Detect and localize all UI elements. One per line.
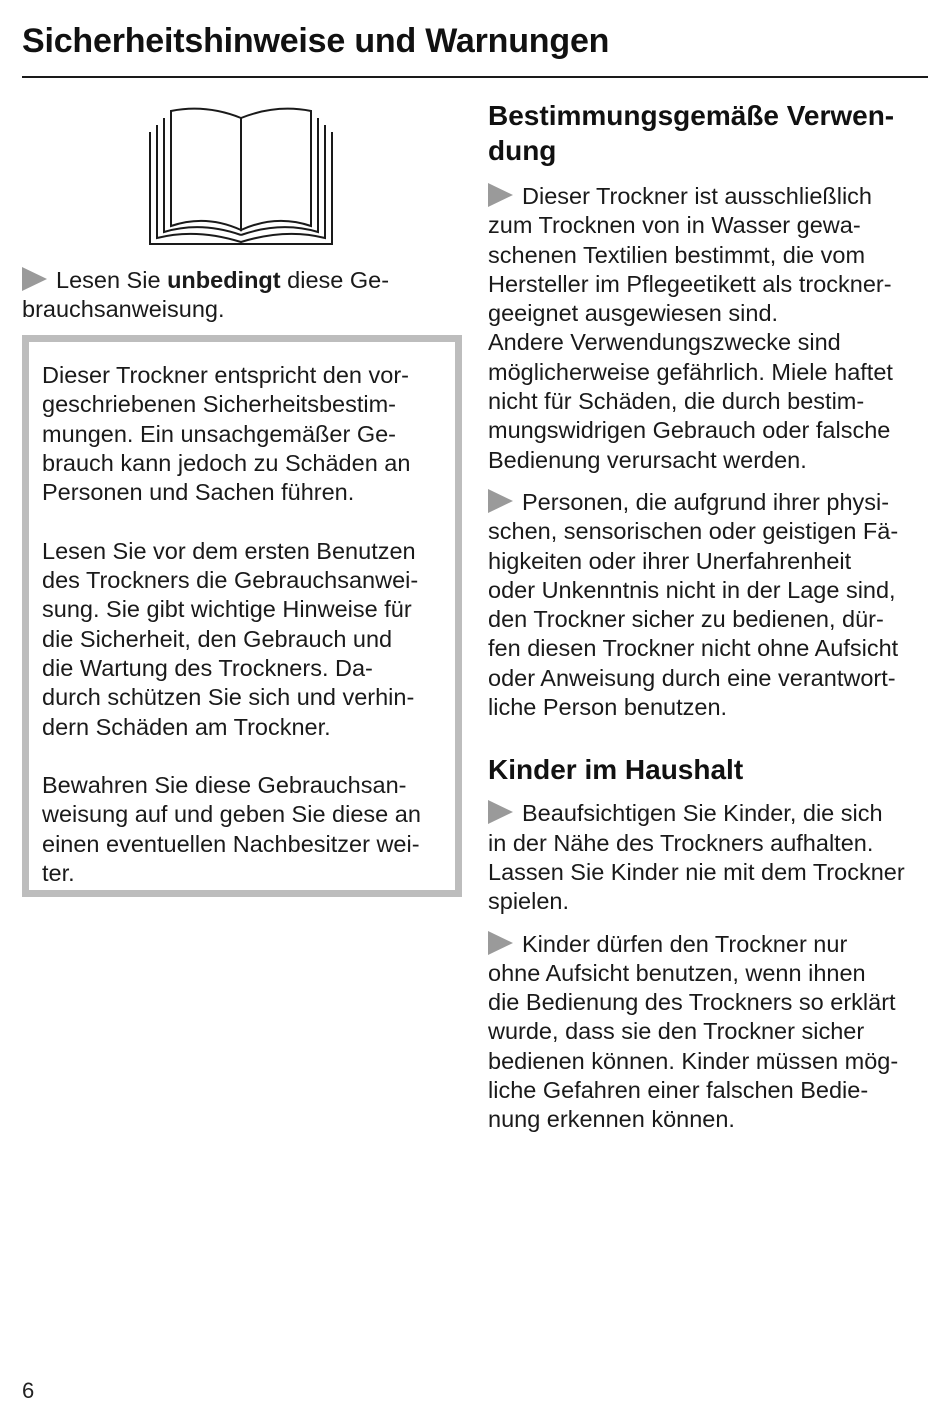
bullet-paragraph: Personen, die aufgrund ihrer physi- schen, sensorischen oder geistigen Fä- higkeiten oder ihrer Unerfahrenheit oder Unkenntnis nicht in der Lage sind, den Trockner sicher zu bedienen, dür- fen diesen Trockner nicht ohne Aufsicht oder Anweisung durch eine verantwort- liche Person benutzen.: [488, 488, 899, 721]
intro-line: brauchsanweisung.: [22, 296, 225, 323]
page-number: 6: [22, 1378, 35, 1403]
page-title: Sicherheitshinweise und Warnungen: [22, 22, 610, 60]
bullet-paragraph: Dieser Trockner ist ausschließlich zum Trocknen von in Wasser gewa- schenen Textilien bestimmt, die vom Hersteller im Pflegeetikett als trockner- geeignet ausgewiesen sind. Andere Verwendungszwecke sind möglicherweise gefährlich. Miele haftet nicht für Schäden, die durch bestim- mungswidrigen Gebrauch oder falsche Bedienung verursacht werden.: [488, 183, 893, 473]
intro-line: Lesen Sie unbedingt diese Ge-: [22, 266, 442, 295]
triangle-bullet-icon: [488, 931, 513, 955]
triangle-bullet-icon: [488, 183, 513, 207]
triangle-bullet-icon: [22, 267, 47, 291]
notice-paragraph: Dieser Trockner entspricht den vor- geschriebenen Sicherheitsbestim- mungen. Ein unsachgemäßer Ge- brauch kann jedoch zu Schäden an Personen und Sachen führen.: [42, 362, 411, 506]
emphasis-text: unbedingt: [167, 267, 281, 293]
intro-instruction: [22, 266, 442, 325]
bullet-paragraph: Beaufsichtigen Sie Kinder, die sich in der Nähe des Trockners aufhalten. Lassen Sie Kinder nie mit dem Trockner spielen.: [488, 800, 905, 915]
triangle-bullet-icon: [488, 800, 513, 824]
section-heading: Bestimmungsgemäße Verwen- dung: [488, 100, 895, 166]
right-column: [488, 98, 930, 1148]
triangle-bullet-icon: [488, 489, 513, 513]
open-book-icon: [146, 106, 336, 250]
title-divider: [22, 76, 928, 78]
bullet-paragraph: Kinder dürfen den Trockner nur ohne Aufsicht benutzen, wenn ihnen die Bedienung des Trockners so erklärt wurde, dass sie den Trockner sicher bedienen können. Kinder müssen mög- liche Gefahren einer falschen Bedie- nung erkennen können.: [488, 930, 899, 1133]
section-heading: Kinder im Haushalt: [488, 754, 744, 786]
notice-box: [22, 335, 462, 897]
notice-paragraph: Lesen Sie vor dem ersten Benutzen des Trockners die Gebrauchsanwei- sung. Sie gibt wichtige Hinweise für die Sicherheit, den Gebrauch und die Wartung des Trockners. Da- durch schützen Sie sich und verhin- dern Schäden am Trockner.: [42, 537, 419, 740]
notice-paragraph: Bewahren Sie diese Gebrauchsan- weisung auf und geben Sie diese an einen eventuellen Nachbesitzer wei- ter.: [42, 772, 421, 887]
